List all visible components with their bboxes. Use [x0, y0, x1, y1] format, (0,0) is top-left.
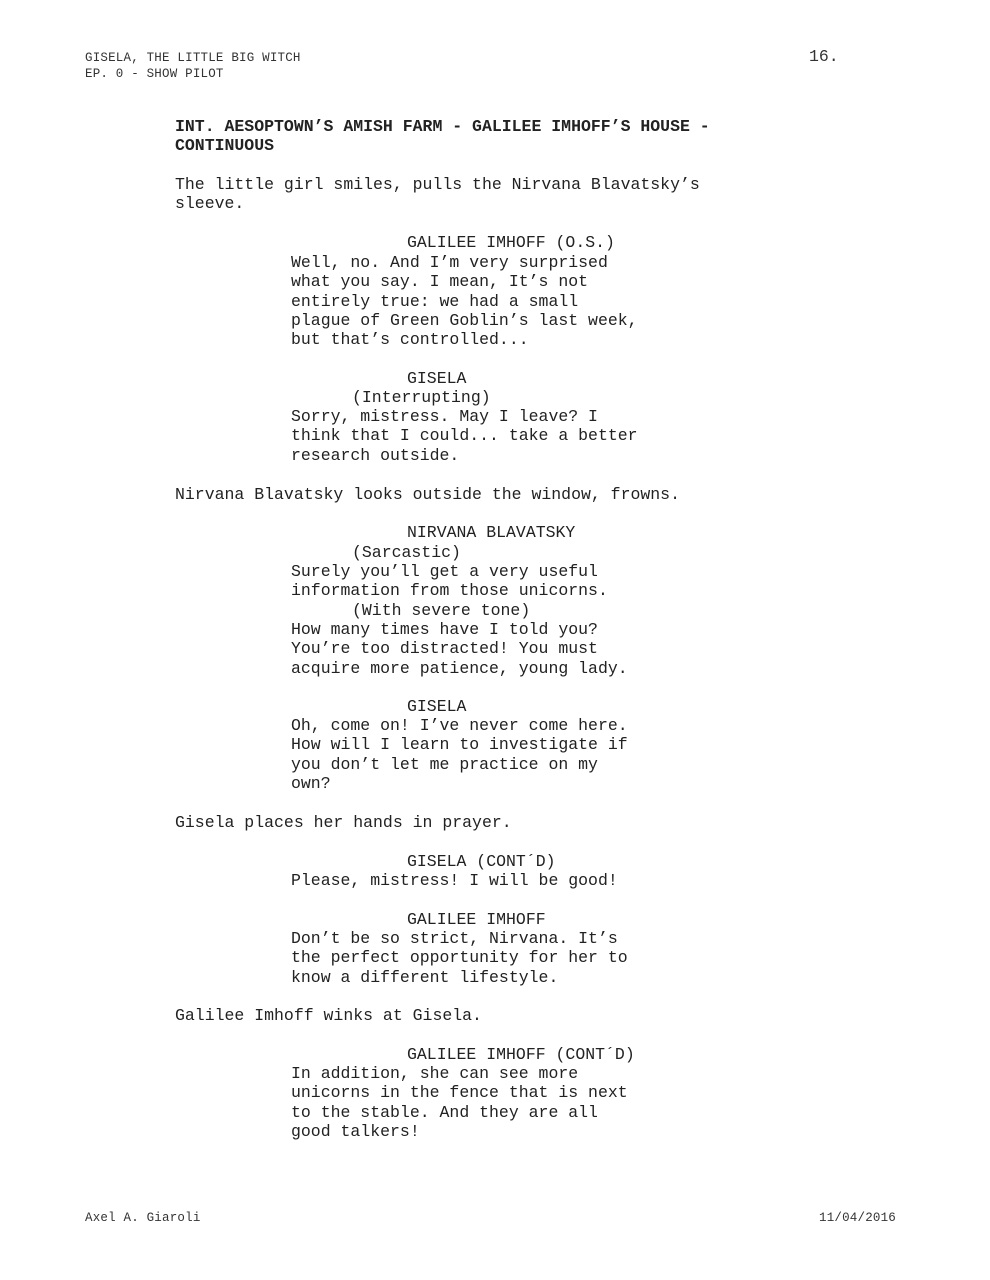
character-cue: NIRVANA BLAVATSKY: [407, 523, 576, 542]
scene-heading: INT. AESOPTOWN’S AMISH FARM - GALILEE IMHOFF’S HOUSE - CONTINUOUS: [175, 117, 710, 156]
dialogue: Well, no. And I’m very surprised what you say. I mean, It’s not entirely true: we had a small plague of Green Goblin’s last week, but that’s controlled...: [291, 253, 638, 350]
character-cue: GALILEE IMHOFF: [407, 910, 546, 929]
header-title: GISELA, THE LITTLE BIG WITCH: [85, 51, 301, 65]
page-number: 16.: [809, 47, 839, 66]
footer-date: 11/04/2016: [819, 1211, 897, 1225]
character-cue: GISELA: [407, 369, 467, 388]
dialogue: Sorry, mistress. May I leave? I think that I could... take a better research outside.: [291, 407, 638, 465]
action-line: Nirvana Blavatsky looks outside the window, frowns.: [175, 485, 680, 504]
running-header: [85, 50, 301, 82]
footer-author: Axel A. Giaroli: [85, 1211, 201, 1225]
parenthetical: (Interrupting): [352, 388, 491, 407]
parenthetical: (Sarcastic): [352, 543, 461, 562]
dialogue: How many times have I told you? You’re too distracted! You must acquire more patience, young lady.: [291, 620, 628, 678]
character-cue: GALILEE IMHOFF (CONT´D): [407, 1045, 635, 1064]
dialogue: In addition, she can see more unicorns in the fence that is next to the stable. And they are all good talkers!: [291, 1064, 628, 1141]
character-cue: GISELA (CONT´D): [407, 852, 556, 871]
parenthetical: (With severe tone): [352, 601, 531, 620]
character-cue: GALILEE IMHOFF (O.S.): [407, 233, 615, 252]
action-line: Galilee Imhoff winks at Gisela.: [175, 1006, 482, 1025]
character-cue: GISELA: [407, 697, 467, 716]
dialogue: Please, mistress! I will be good!: [291, 871, 618, 890]
action-line: Gisela places her hands in prayer.: [175, 813, 512, 832]
dialogue: Oh, come on! I’ve never come here. How will I learn to investigate if you don’t let me practice on my own?: [291, 716, 628, 793]
action-line: The little girl smiles, pulls the Nirvana Blavatsky’s sleeve.: [175, 175, 700, 214]
header-episode: EP. 0 - SHOW PILOT: [85, 67, 224, 81]
dialogue: Don’t be so strict, Nirvana. It’s the perfect opportunity for her to know a different lifestyle.: [291, 929, 628, 987]
dialogue: Surely you’ll get a very useful information from those unicorns.: [291, 562, 608, 601]
